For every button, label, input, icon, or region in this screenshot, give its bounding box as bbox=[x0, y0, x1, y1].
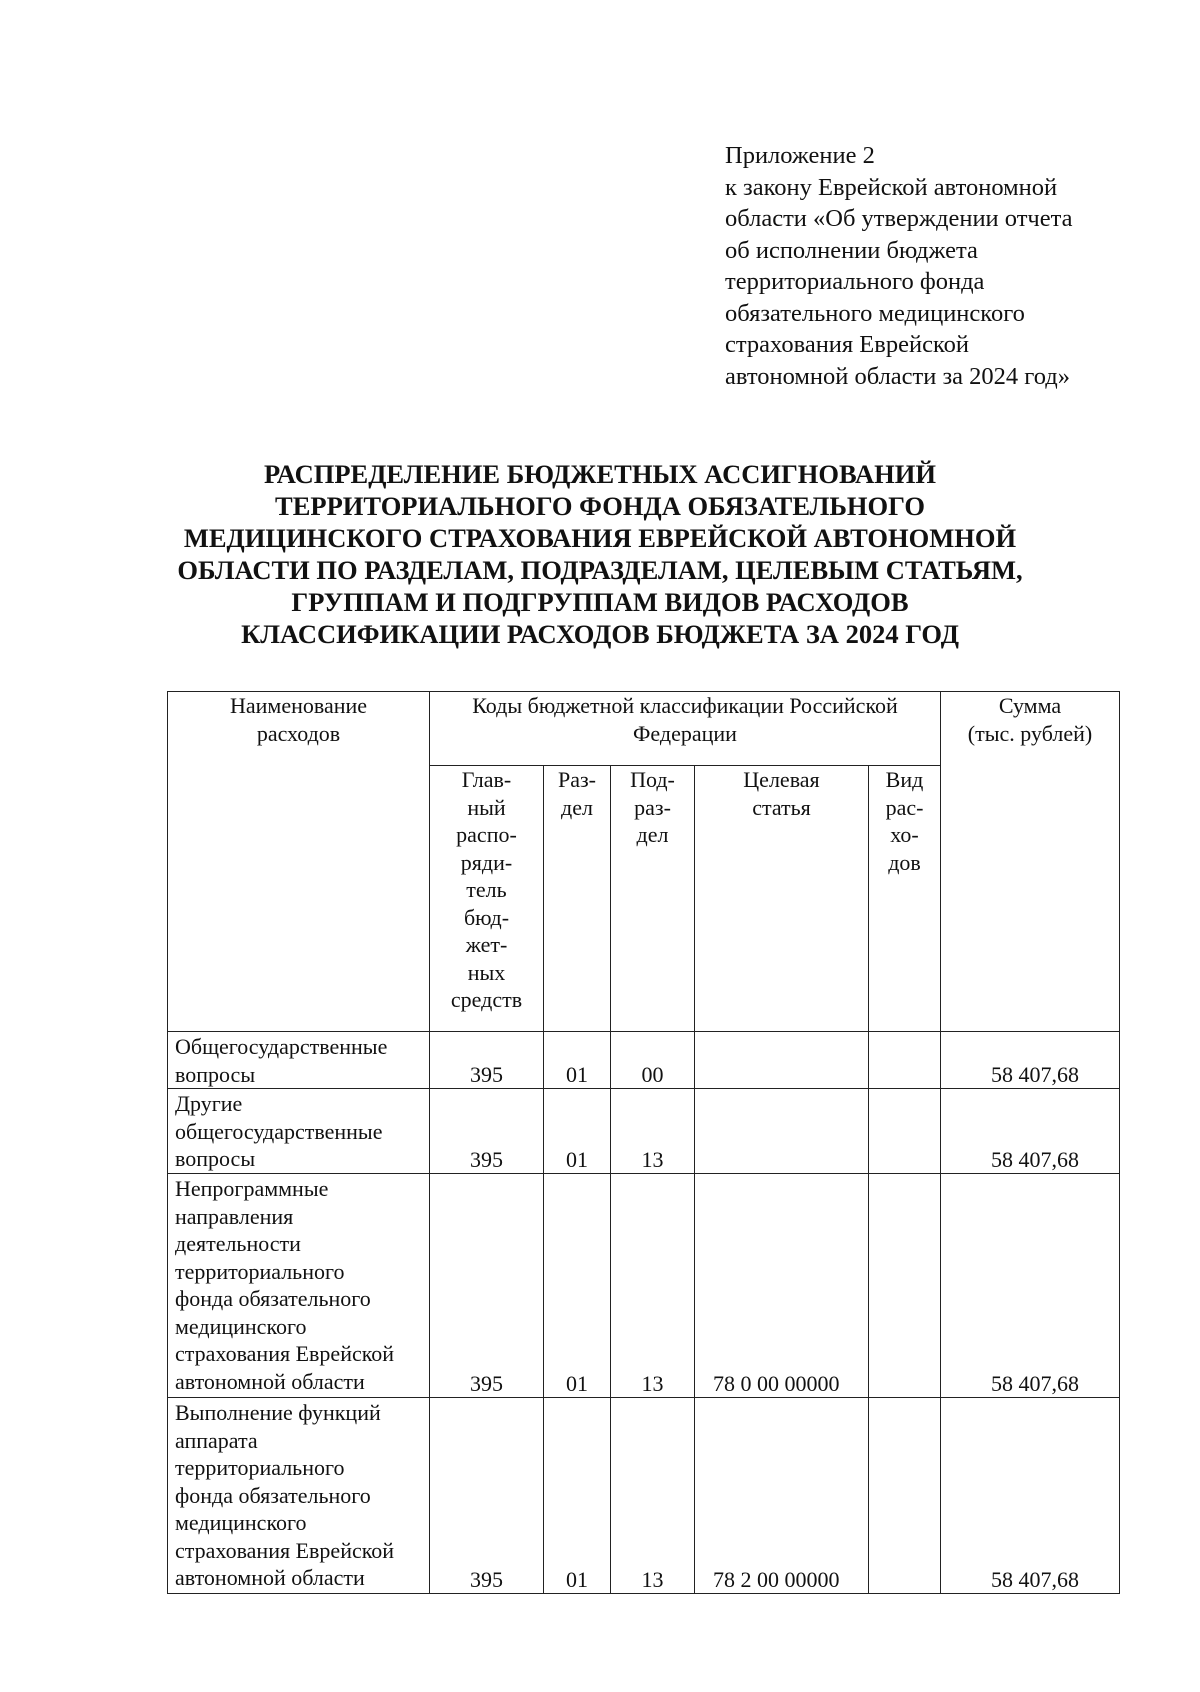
row-name: Выполнение функций аппарата территориального фонда обязательного медицинского страхования Еврейской автономной области bbox=[168, 1398, 430, 1594]
appendix-line: Приложение 2 bbox=[725, 142, 875, 169]
appendix-line: обязательного медицинского bbox=[725, 299, 1025, 327]
row-manager: 395 bbox=[430, 1032, 544, 1089]
table-header bbox=[168, 692, 1120, 1032]
row-name: Непрограммные направления деятельности территориального фонда обязательного медицинского страхования Еврейской автономной области bbox=[168, 1174, 430, 1398]
header-target: Целевая статья bbox=[695, 766, 869, 1032]
header-sum: Сумма (тыс. рублей) bbox=[941, 692, 1120, 1032]
table-row bbox=[168, 1174, 1120, 1398]
row-name: Общегосударственные вопросы bbox=[168, 1032, 430, 1089]
table-row bbox=[168, 1089, 1120, 1174]
row-expense-type bbox=[869, 1174, 941, 1398]
row-manager: 395 bbox=[430, 1398, 544, 1594]
title-line: ТЕРРИТОРИАЛЬНОГО ФОНДА ОБЯЗАТЕЛЬНОГО bbox=[275, 491, 925, 521]
appendix-note bbox=[725, 140, 1185, 392]
header-codes: Коды бюджетной классификации Российской Федерации bbox=[430, 692, 941, 766]
appendix-line: об исполнении бюджета bbox=[725, 236, 978, 264]
header-expense-type: Вид рас- хо- дов bbox=[869, 766, 941, 1032]
row-expense-type bbox=[869, 1089, 941, 1174]
title-line: РАСПРЕДЕЛЕНИЕ БЮДЖЕТНЫХ АССИГНОВАНИЙ bbox=[263, 459, 937, 489]
row-sum: 58 407,68 bbox=[941, 1032, 1120, 1089]
appendix-line: области «Об утверждении отчета bbox=[725, 205, 1073, 232]
header-section: Раз- дел bbox=[544, 766, 611, 1032]
row-sum: 58 407,68 bbox=[941, 1398, 1120, 1594]
budget-table bbox=[167, 691, 1120, 1594]
row-target bbox=[695, 1032, 869, 1089]
row-target: 78 2 00 00000 bbox=[695, 1398, 869, 1594]
appendix-line: страхования Еврейской bbox=[725, 331, 969, 358]
document-title bbox=[150, 458, 1050, 650]
row-name: Другие общегосударственные вопросы bbox=[168, 1089, 430, 1174]
row-manager: 395 bbox=[430, 1089, 544, 1174]
row-target: 78 0 00 00000 bbox=[695, 1174, 869, 1398]
title-line: ОБЛАСТИ ПО РАЗДЕЛАМ, ПОДРАЗДЕЛАМ, ЦЕЛЕВЫМ СТАТЬЯМ, bbox=[177, 555, 1023, 585]
row-expense-type bbox=[869, 1398, 941, 1594]
row-subsection: 00 bbox=[611, 1032, 695, 1089]
header-manager: Глав- ный распо- ряди- тель бюд- жет- ных средств bbox=[430, 766, 544, 1032]
appendix-line: территориального фонда bbox=[725, 268, 985, 295]
row-target bbox=[695, 1089, 869, 1174]
header-subsection: Под- раз- дел bbox=[611, 766, 695, 1032]
table-row bbox=[168, 1398, 1120, 1594]
row-expense-type bbox=[869, 1032, 941, 1089]
appendix-line: автономной области за 2024 год» bbox=[725, 362, 1070, 390]
title-line: КЛАССИФИКАЦИИ РАСХОДОВ БЮДЖЕТА ЗА 2024 ГОД bbox=[241, 619, 959, 649]
row-subsection: 13 bbox=[611, 1174, 695, 1398]
row-section: 01 bbox=[544, 1398, 611, 1594]
row-subsection: 13 bbox=[611, 1398, 695, 1594]
appendix-line: к закону Еврейской автономной bbox=[725, 173, 1058, 201]
table-row bbox=[168, 1032, 1120, 1089]
row-sum: 58 407,68 bbox=[941, 1089, 1120, 1174]
row-sum: 58 407,68 bbox=[941, 1174, 1120, 1398]
row-section: 01 bbox=[544, 1089, 611, 1174]
row-subsection: 13 bbox=[611, 1089, 695, 1174]
row-section: 01 bbox=[544, 1174, 611, 1398]
title-line: МЕДИЦИНСКОГО СТРАХОВАНИЯ ЕВРЕЙСКОЙ АВТОНОМНОЙ bbox=[183, 523, 1017, 553]
row-section: 01 bbox=[544, 1032, 611, 1089]
title-line: ГРУППАМ И ПОДГРУППАМ ВИДОВ РАСХОДОВ bbox=[291, 587, 909, 617]
row-manager: 395 bbox=[430, 1174, 544, 1398]
header-name: Наименование расходов bbox=[168, 692, 430, 1032]
